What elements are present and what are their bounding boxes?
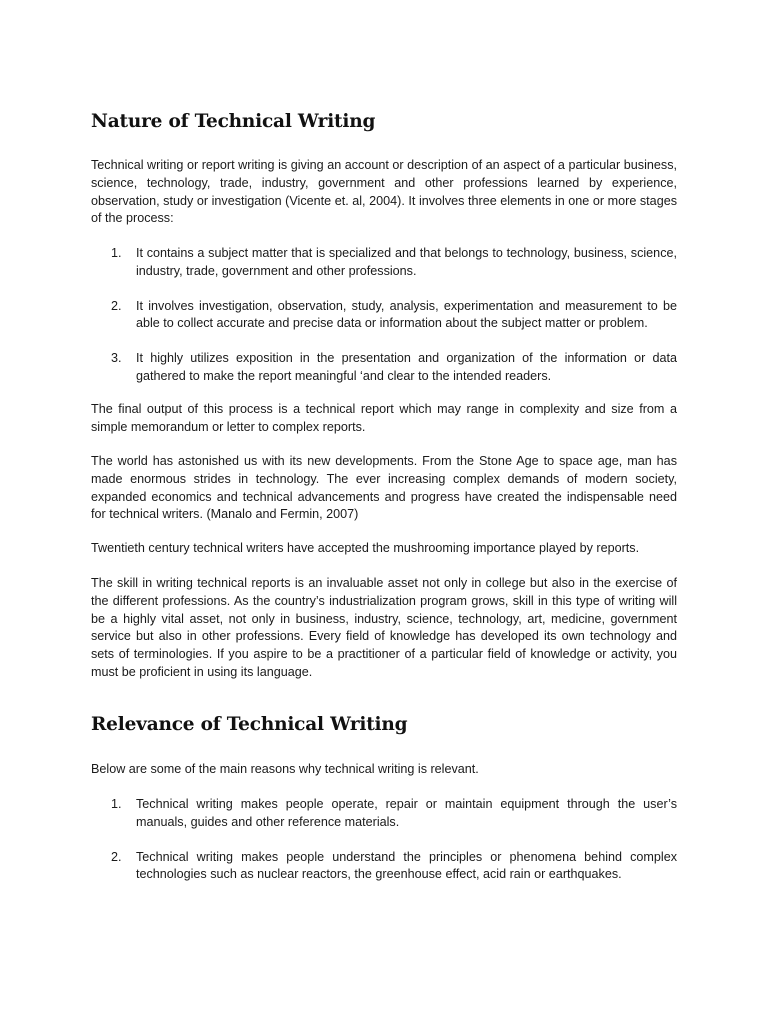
list-item-text: It contains a subject matter that is specialized and that belongs to technology, business, science, industry, trade, government and other professions. — [136, 246, 677, 278]
list-item — [91, 849, 677, 885]
section-heading-nature: Nature of Technical Writing — [91, 111, 376, 132]
relevance-list — [91, 796, 677, 884]
list-item — [91, 350, 677, 386]
list-number: 1. — [111, 797, 122, 811]
elements-list — [91, 245, 677, 386]
list-item-text: Technical writing makes people operate, repair or maintain equipment through the user’s manuals, guides and other reference materials. — [136, 797, 677, 829]
skill-paragraph: The skill in writing technical reports is an invaluable asset not only in college but also in the exercise of the different professions. As the country’s industrialization program grows, skill in this type of writing will be a highly vital asset, not only in business, industry, science, technology, art, medicine, government service but also in other professions. Every field of knowledge has developed its own technology and sets of terminologies. If you aspire to be a practitioner of a particular field of knowledge or activity, you must be proficient in using its language. — [91, 576, 677, 679]
section-heading-relevance: Relevance of Technical Writing — [91, 714, 408, 735]
output-paragraph: The final output of this process is a technical report which may range in complexity and size from a simple memorandum or letter to complex reports. — [91, 402, 677, 434]
world-paragraph: The world has astonished us with its new developments. From the Stone Age to space age, man has made enormous strides in technology. The ever increasing complex demands of modern society, expanded economics and technical advancements and progress have created the indispensable need for technical writers. (Manalo and Fermin, 2007) — [91, 454, 677, 522]
list-item — [91, 796, 677, 832]
list-item — [91, 245, 677, 281]
list-number: 2. — [111, 298, 122, 313]
list-number: 1. — [111, 246, 122, 260]
list-item — [91, 298, 677, 334]
list-item-text: It involves investigation, observation, study, analysis, experimentation and measurement to be able to collect accurate and precise data or information about the subject matter or problem. — [136, 298, 677, 331]
list-number: 3. — [111, 351, 122, 366]
relevance-intro-paragraph: Below are some of the main reasons why technical writing is relevant. — [91, 762, 479, 776]
twentieth-century-paragraph: Twentieth century technical writers have accepted the mushrooming importance played by reports. — [91, 541, 640, 555]
list-item-text: Technical writing makes people understand the principles or phenomena behind complex technologies such as nuclear reactors, the greenhouse effect, acid rain or earthquakes. — [136, 849, 677, 882]
list-number: 2. — [111, 849, 122, 864]
intro-paragraph: Technical writing or report writing is giving an account or description of an aspect of a particular business, science, technology, trade, industry, government and other professions learned by experience, observation, study or investigation (Vicente et. al, 2004). It involves three elements in one or more stages of the process: — [91, 158, 677, 226]
list-item-text: It highly utilizes exposition in the presentation and organization of the information or data gathered to make the report meaningful ‘and clear to the intended readers. — [136, 351, 677, 383]
